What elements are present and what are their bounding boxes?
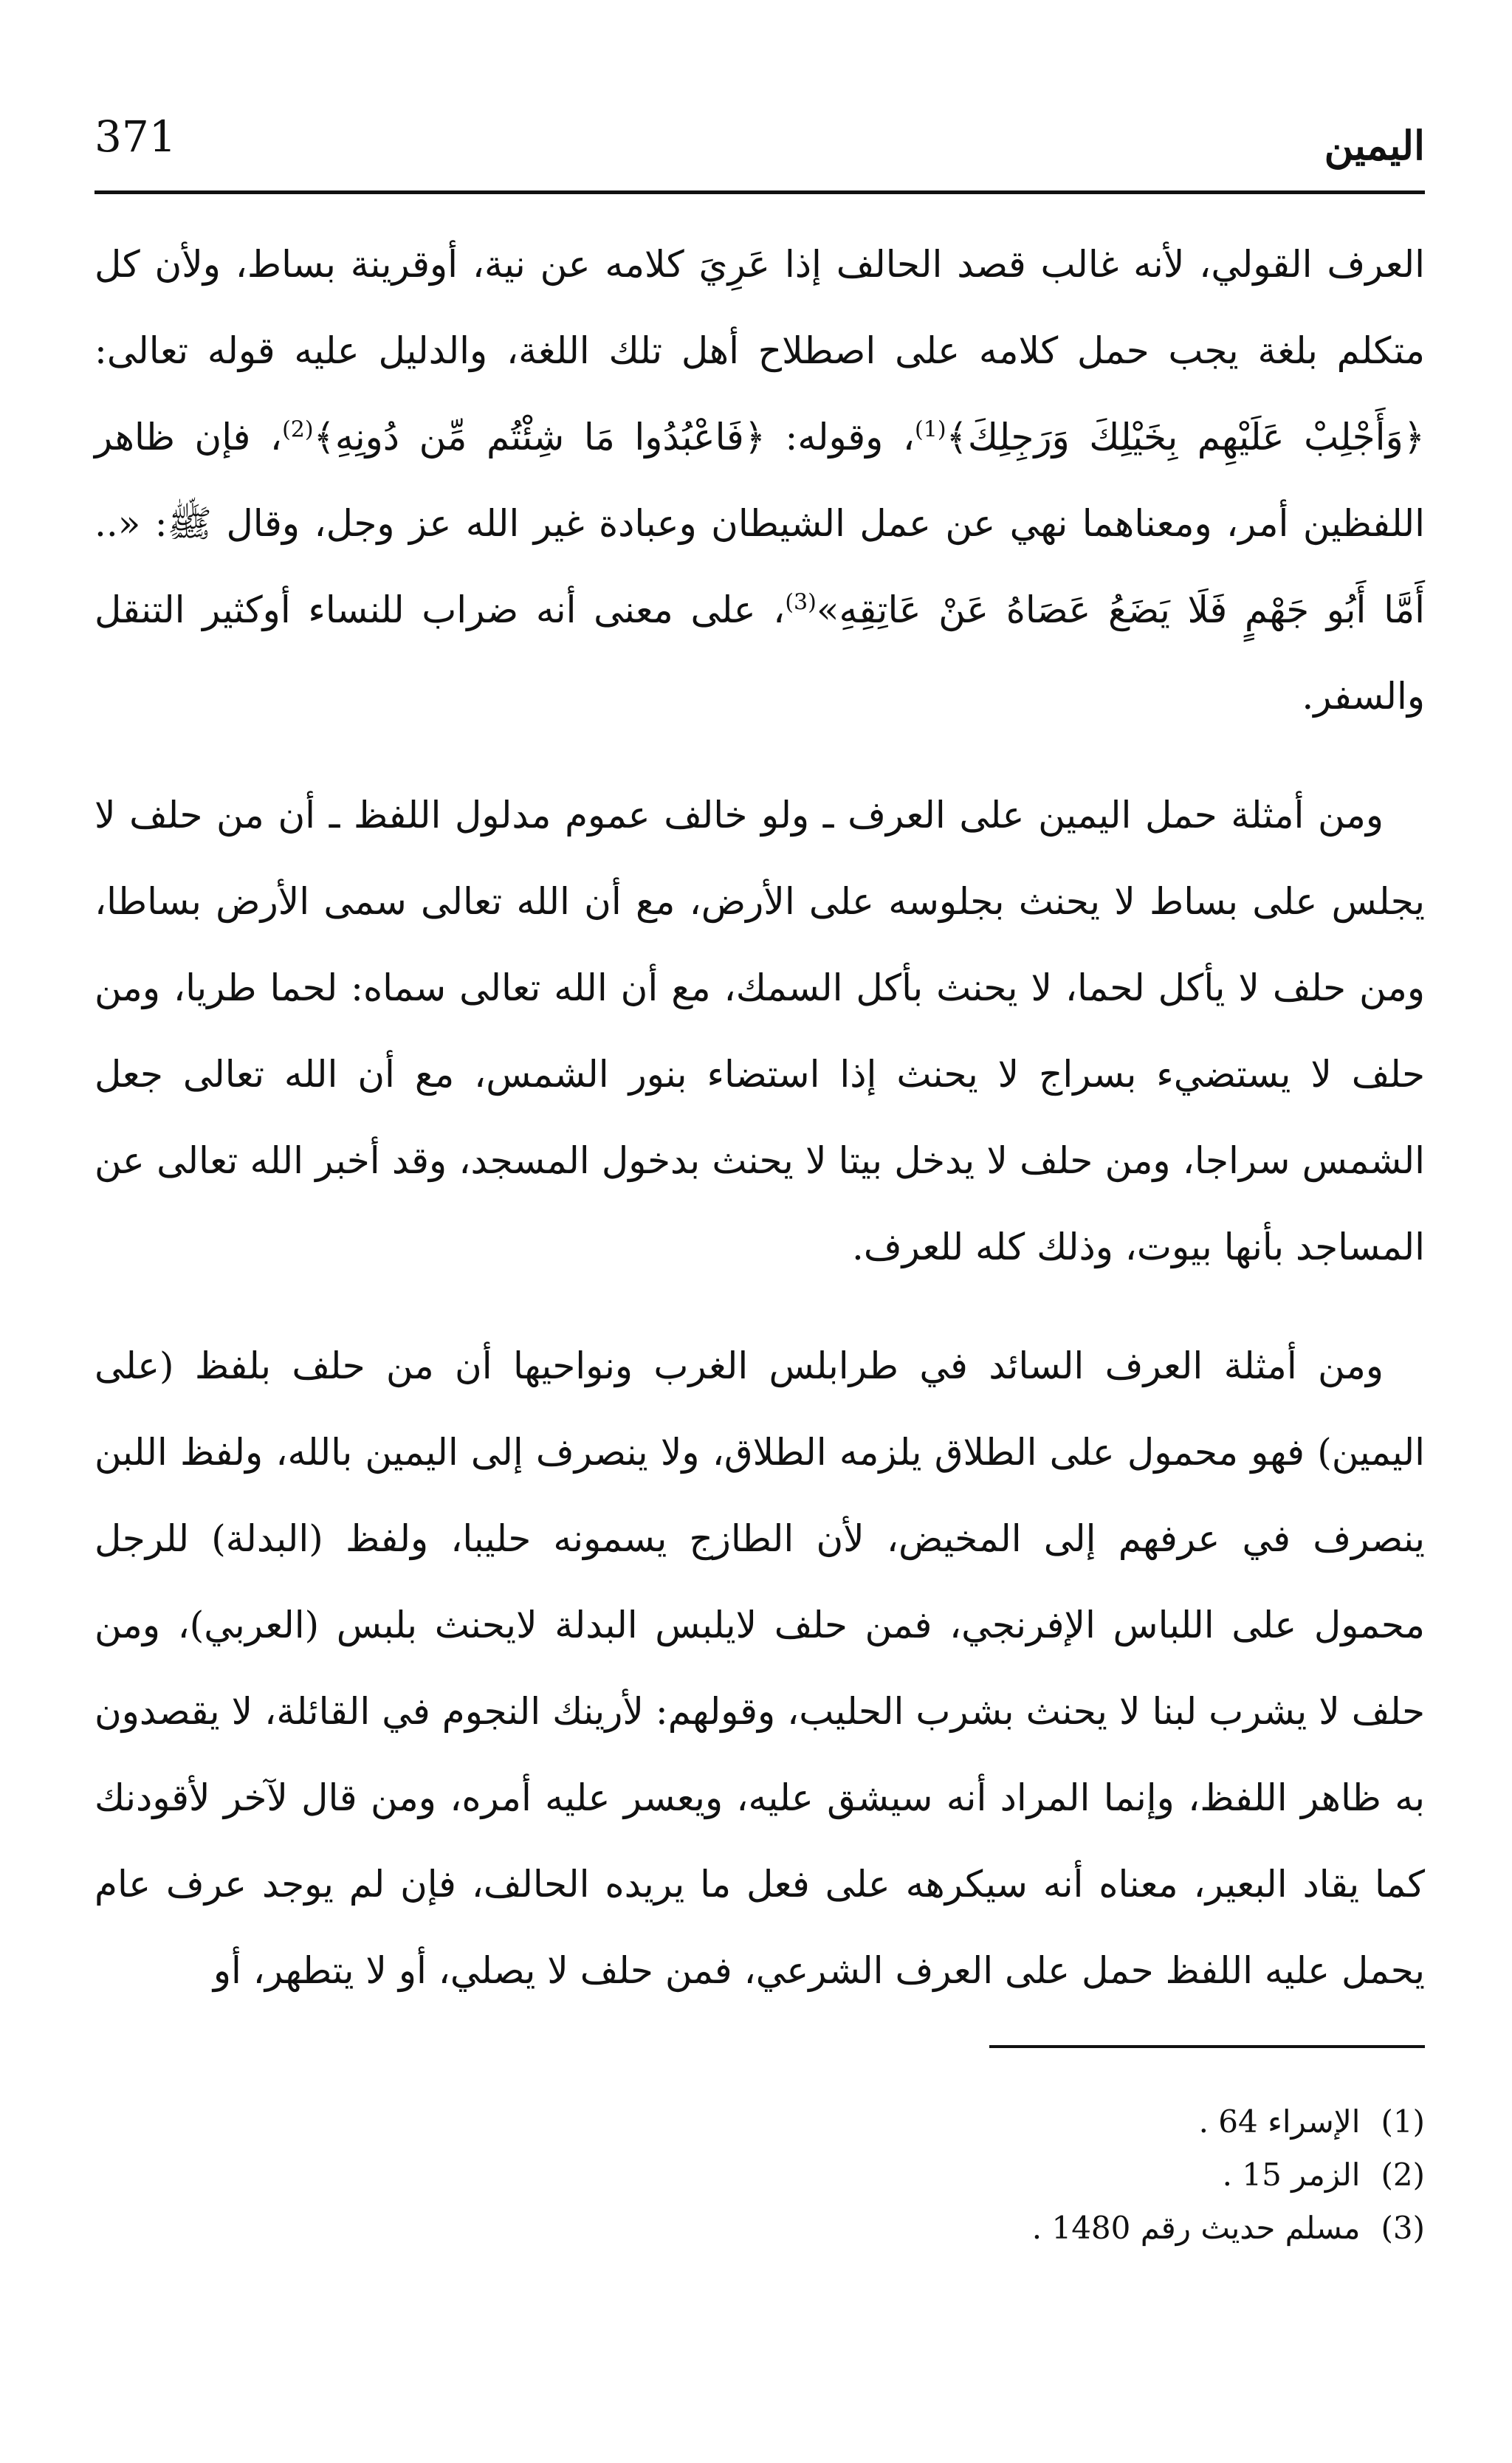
paragraph-1-part-3: ، فإن ظاهر اللفظين أمر، ومعناهما نهي عن عمل الشيطان وعبادة غير الله عز وجل، وقال ﷺ: «.. أَمَّا أَبُو جَهْمٍ فَلَا يَضَعُ عَصَاهُ عَنْ عَاتِقِهِ» xyxy=(94,416,1425,631)
paragraph-1 xyxy=(94,221,1425,740)
paragraph-2: ومن أمثلة حمل اليمين على العرف ـ ولو خالف عموم مدلول اللفظ ـ أن من حلف لا يجلس على بساط لا يحنث بجلوسه على الأرض، مع أن الله تعالى سمى الأرض بساطا، ومن حلف لا يأكل لحما، لا يحنث بأكل السمك، مع أن الله تعالى سماه: لحما طريا، ومن حلف لا يستضيء بسراج لا يحنث إذا استضاء بنور الشمس، مع أن الله تعالى جعل الشمس سراجا، ومن حلف لا يدخل بيتا لا يحنث بدخول المسجد، وقد أخبر الله تعالى عن المساجد بأنها بيوت، وذلك كله للعرف. xyxy=(94,794,1425,1268)
header-rule xyxy=(94,190,1425,194)
footnote-ref-1: (1) xyxy=(915,416,946,443)
footnote-number: (2) xyxy=(1381,2157,1425,2193)
paragraph-1-part-2: ، وقوله: ﴿فَاعْبُدُوا مَا شِئْتُم مِّن دُونِهِ﴾ xyxy=(313,416,915,458)
footnote-text: مسلم حديث رقم 1480 . xyxy=(1031,2210,1361,2246)
footnote-ref-2: (2) xyxy=(282,416,314,443)
main-text xyxy=(94,221,1425,2014)
running-title: اليمين xyxy=(1324,122,1425,169)
footnote-text: الإسراء 64 . xyxy=(1198,2103,1361,2140)
footnotes xyxy=(760,2095,1425,2255)
page-header xyxy=(94,111,1425,192)
paragraph-1-part-4: ، على معنى أنه ضراب للنساء أوكثير التنقل والسفر. xyxy=(94,588,1425,718)
footnote-number: (1) xyxy=(1381,2103,1425,2140)
footnote-number: (3) xyxy=(1381,2210,1425,2246)
footnote-3 xyxy=(760,2202,1425,2255)
footnote-rule xyxy=(989,2045,1425,2048)
page-number: 371 xyxy=(94,111,176,162)
paragraph-3: ومن أمثلة العرف السائد في طرابلس الغرب ونواحيها أن من حلف بلفظ (على اليمين) فهو محمول على الطلاق يلزمه الطلاق، ولا ينصرف إلى اليمين بالله، ولفظ اللبن ينصرف في عرفهم إلى المخيض، لأن الطازج يسمونه حليبا، ولفظ (البدلة) للرجل محمول على اللباس الإفرنجي، فمن حلف لايلبس البدلة لايحنث بلبس (العربي)، ومن حلف لا يشرب لبنا لا يحنث بشرب الحليب، وقولهم: لأرينك النجوم في القائلة، لا يقصدون به ظاهر اللفظ، وإنما المراد أنه سيشق عليه، ويعسر عليه أمره، ومن قال لآخر لأقودنك كما يقاد البعير، معناه أنه سيكرهه على فعل ما يريده الحالف، فإن لم يوجد عرف عام يحمل عليه اللفظ حمل على العرف الشرعي، فمن حلف لا يصلي، أو لا يتطهر، أو xyxy=(94,1344,1426,1992)
paragraph-1-part-1: العرف القولي، لأنه غالب قصد الحالف إذا عَرِيَ كلامه عن نية، أوقرينة بساط، ولأن كل متكلم بلغة يجب حمل كلامه على اصطلاح أهل تلك اللغة، والدليل عليه قوله تعالى: ﴿وَأَجْلِبْ عَلَيْهِم بِخَيْلِكَ وَرَجِلِكَ﴾ xyxy=(94,243,1426,458)
footnote-2 xyxy=(760,2148,1425,2202)
footnote-1 xyxy=(760,2095,1425,2148)
footnote-text: الزمر 15 . xyxy=(1222,2157,1361,2193)
footnote-ref-3: (3) xyxy=(785,589,817,616)
